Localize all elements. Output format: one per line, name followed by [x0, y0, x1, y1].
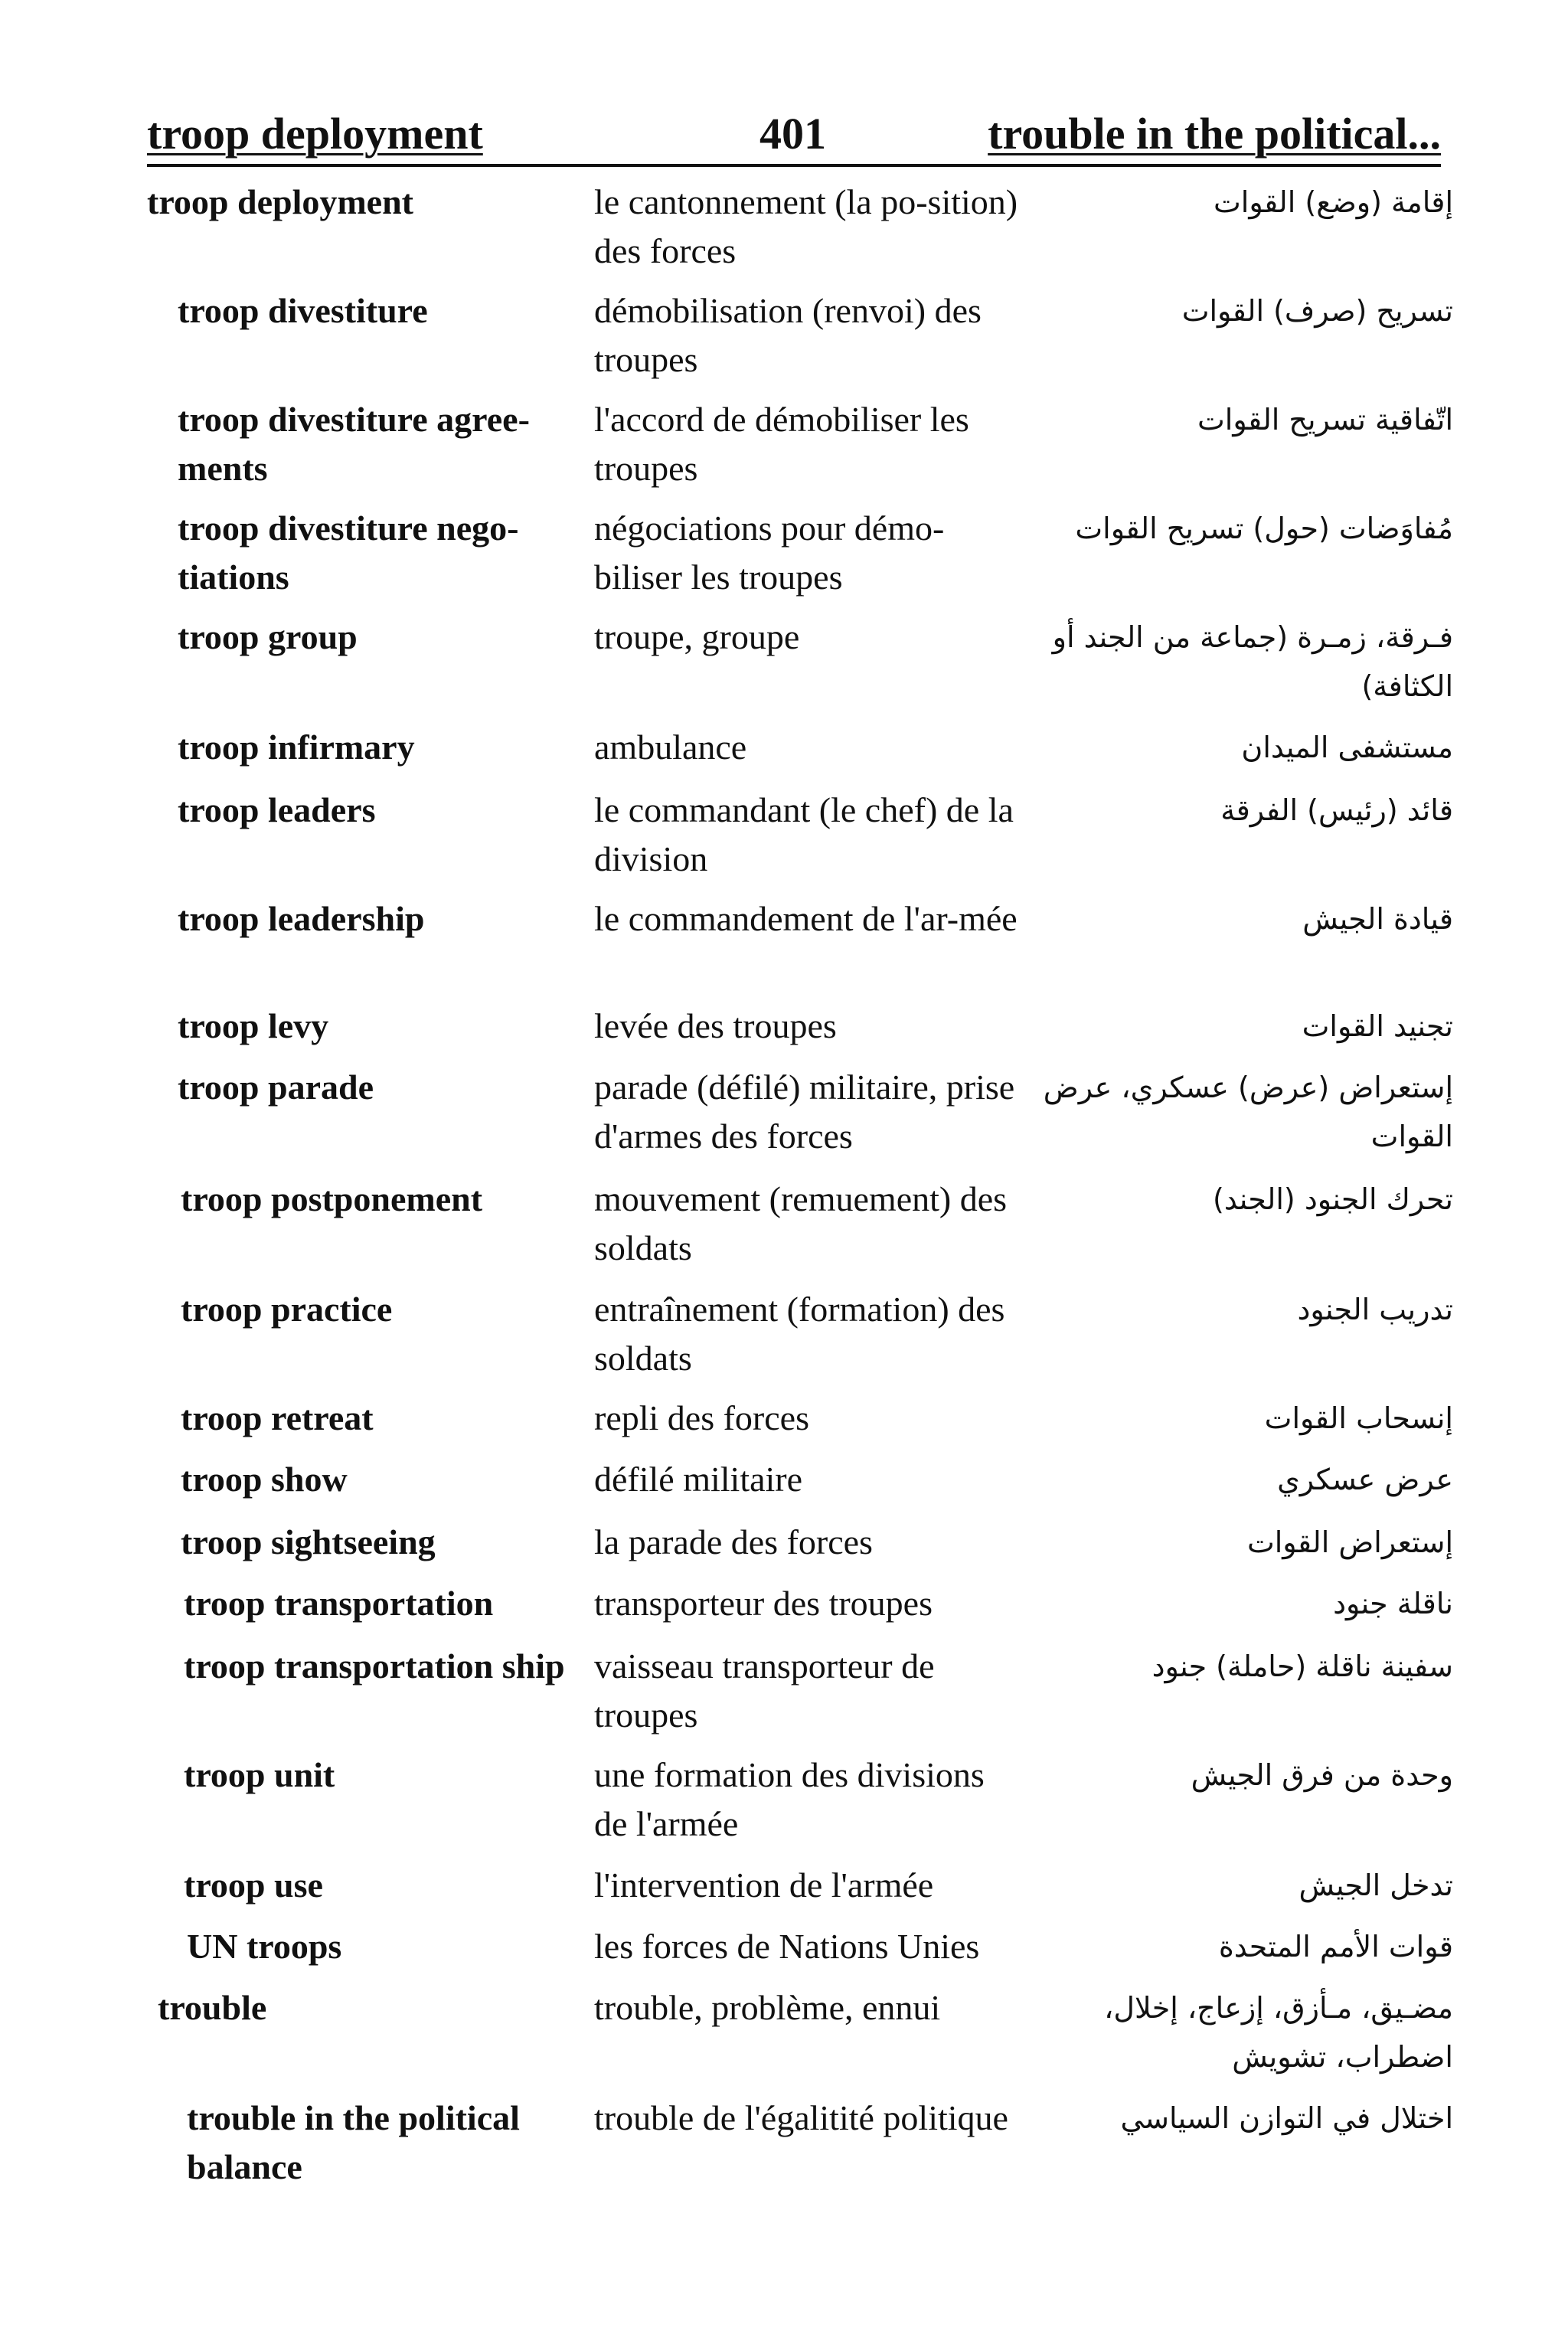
- entry-english-term: troop practice: [181, 1290, 393, 1329]
- entry-arabic-translation: اختلال في التوازن السياسي: [1120, 2101, 1453, 2135]
- entry-english-term: troop deployment: [147, 182, 413, 221]
- entry-arabic-translation: إنسحاب القوات: [1264, 1401, 1453, 1435]
- entry-french-translation: ambulance: [594, 727, 747, 767]
- entry-french-translation: les forces de Nations Unies: [594, 1927, 980, 1966]
- entry-arabic-translation: مُفاوَضات (حول) تسريح القوات: [1075, 512, 1453, 545]
- entry-english-term: troop divestiture agree-ments: [178, 400, 530, 488]
- entry-arabic-translation: وحدة من فرق الجيش: [1191, 1758, 1453, 1792]
- entry-french-translation: troupe, groupe: [594, 617, 800, 656]
- entry-english-term: troop levy: [178, 1006, 329, 1045]
- entry-french-translation: le commandant (le chef) de la division: [594, 790, 1014, 878]
- entry-english-term: trouble: [158, 1988, 267, 2027]
- entry-french-translation: entraînement (formation) des soldats: [594, 1290, 1005, 1378]
- entry-english-term: troop divestiture nego-tiations: [178, 508, 519, 597]
- entry-french-translation: trouble, problème, ennui: [594, 1988, 941, 2027]
- entry-french-translation: négociations pour démo-biliser les troupes: [594, 508, 945, 597]
- entry-arabic-translation: إقامة (وضع) القوات: [1214, 185, 1453, 219]
- entry-english-term: troop group: [178, 617, 358, 656]
- page-number: 401: [760, 109, 826, 159]
- entry-arabic-translation: مضـيق، مـأزق، إزعاج، إخلال، اضطراب، تشويش: [1104, 1991, 1453, 2074]
- entry-english-term: troop transportation: [184, 1584, 494, 1623]
- header-last-entry: trouble in the political...: [988, 109, 1441, 159]
- entry-french-translation: le commandement de l'ar-mée: [594, 899, 1018, 938]
- entry-english-term: troop unit: [184, 1755, 335, 1794]
- entry-french-translation: trouble de l'égalitité politique: [594, 2098, 1008, 2137]
- entry-arabic-translation: إستعراض القوات: [1246, 1525, 1453, 1559]
- entry-arabic-translation: عرض عسكري: [1277, 1463, 1453, 1496]
- entry-english-term: troop leadership: [178, 899, 425, 938]
- page-header: [147, 107, 1441, 167]
- entry-french-translation: parade (défilé) militaire, prise d'armes des forces: [594, 1068, 1015, 1156]
- entry-arabic-translation: قيادة الجيش: [1302, 902, 1453, 936]
- entry-french-translation: démobilisation (renvoi) des troupes: [594, 291, 982, 379]
- entry-arabic-translation: تجنيد القوات: [1302, 1009, 1453, 1043]
- entry-english-term: troop use: [184, 1865, 323, 1905]
- entry-french-translation: le cantonnement (la po-sition) des forces: [594, 182, 1018, 270]
- entry-english-term: troop retreat: [181, 1398, 374, 1437]
- entry-arabic-translation: سفينة ناقلة (حاملة) جنود: [1152, 1649, 1453, 1683]
- header-first-entry: troop deployment: [147, 109, 483, 159]
- entry-arabic-translation: ناقلة جنود: [1333, 1587, 1453, 1620]
- entry-french-translation: vaisseau transporteur de troupes: [594, 1646, 935, 1734]
- entry-french-translation: mouvement (remuement) des soldats: [594, 1179, 1008, 1267]
- entry-arabic-translation: تحرك الجنود (الجند): [1213, 1182, 1453, 1216]
- entry-english-term: troop parade: [178, 1068, 374, 1107]
- entry-english-term: troop show: [181, 1460, 348, 1499]
- entry-arabic-translation: قوات الأمم المتحدة: [1218, 1930, 1453, 1963]
- entry-english-term: troop sightseeing: [181, 1522, 436, 1561]
- entry-arabic-translation: إستعراض (عرض) عسكري، عرض القوات: [1043, 1071, 1453, 1153]
- entry-english-term: troop transportation ship: [184, 1646, 565, 1685]
- entry-french-translation: défilé militaire: [594, 1460, 803, 1499]
- entry-english-term: troop infirmary: [178, 727, 415, 767]
- entry-arabic-translation: قائد (رئيس) الفرقة: [1220, 793, 1453, 827]
- entry-arabic-translation: تدخل الجيش: [1298, 1869, 1453, 1902]
- entry-french-translation: l'accord de démobiliser les troupes: [594, 400, 969, 488]
- entry-french-translation: transporteur des troupes: [594, 1584, 933, 1623]
- entry-arabic-translation: تدريب الجنود: [1297, 1293, 1453, 1326]
- entry-english-term: troop leaders: [178, 790, 376, 829]
- entry-french-translation: la parade des forces: [594, 1522, 873, 1561]
- entry-english-term: troop divestiture: [178, 291, 428, 330]
- entry-english-term: UN troops: [187, 1927, 342, 1966]
- entry-arabic-translation: اتّفاقية تسريح القوات: [1197, 403, 1453, 436]
- entry-arabic-translation: فـرقة، زمـرة (جماعة من الجند أو الكثافة): [1052, 620, 1453, 703]
- entry-english-term: troop postponement: [181, 1179, 483, 1218]
- entry-arabic-translation: مستشفى الميدان: [1241, 731, 1453, 764]
- entry-french-translation: levée des troupes: [594, 1006, 837, 1045]
- entry-english-term: trouble in the political balance: [187, 2098, 520, 2186]
- entry-arabic-translation: تسريح (صرف) القوات: [1181, 294, 1453, 328]
- entry-french-translation: une formation des divisions de l'armée: [594, 1755, 985, 1843]
- entry-french-translation: repli des forces: [594, 1398, 809, 1437]
- entry-french-translation: l'intervention de l'armée: [594, 1865, 934, 1905]
